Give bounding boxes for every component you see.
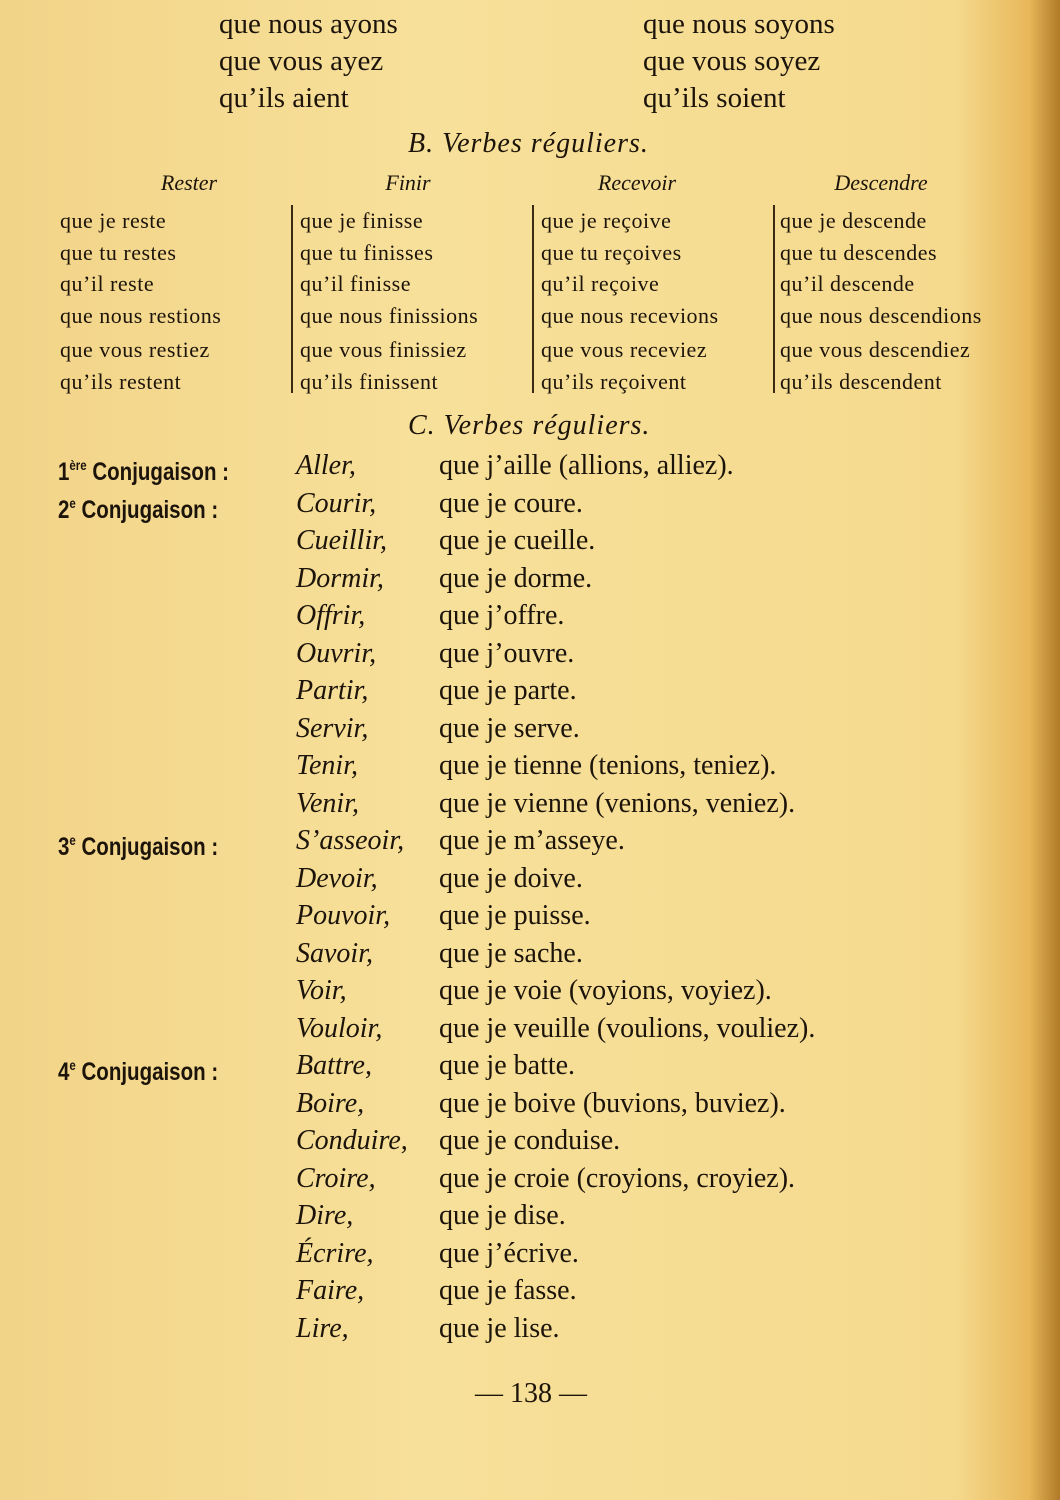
verb-infinitive: Vouloir,: [296, 1012, 383, 1044]
subjunctive-form: que je coure.: [439, 487, 583, 519]
verb-infinitive: Boire,: [296, 1087, 365, 1119]
verb-row: [0, 822, 1000, 860]
verb-infinitive: Devoir,: [296, 862, 378, 894]
verb-infinitive: Servir,: [296, 712, 369, 744]
subjunctive-form: que je puisse.: [439, 900, 591, 931]
verb-row: [0, 485, 1000, 523]
subjunctive-form: que je boive (buvions, buviez).: [439, 1087, 786, 1119]
group-label: Conjugaison :: [81, 495, 219, 524]
verb-infinitive: Offrir,: [296, 600, 366, 631]
verb-row: [0, 935, 1000, 973]
verb-row: [0, 597, 1000, 635]
conjugation-form: qu’ils descendent: [780, 368, 942, 394]
verb-row: [0, 785, 1000, 823]
column-divider: [773, 205, 775, 393]
conjugation-form: qu’ils finissent: [300, 368, 439, 394]
subjunctive-form: que je tienne (tenions, teniez).: [439, 750, 777, 781]
column-header: Recevoir: [597, 170, 677, 195]
conjugation-form: que je reçoive: [541, 208, 672, 233]
text-line: que nous ayons: [219, 8, 398, 40]
verb-infinitive: Conduire,: [296, 1125, 408, 1156]
conjugation-form: que je finisse: [300, 208, 424, 233]
group-ordinal: e: [69, 832, 76, 848]
verb-infinitive: Tenir,: [296, 750, 359, 781]
conjugation-column: [780, 205, 982, 397]
subjunctive-form: que j’écrive.: [439, 1237, 579, 1269]
subjunctive-form: que je lise.: [439, 1312, 560, 1344]
subjunctive-form: que je veuille (voulions, vouliez).: [439, 1012, 816, 1044]
verb-infinitive: Voir,: [296, 975, 347, 1006]
group-number: 2: [58, 495, 70, 524]
subjunctive-form: que je sache.: [439, 937, 583, 969]
conjugation-form: que tu restes: [60, 239, 177, 265]
conjugation-form: que je descende: [780, 208, 927, 233]
verb-row: [0, 1047, 1000, 1085]
verb-row: [0, 972, 1000, 1010]
text-line: que vous ayez: [219, 45, 384, 77]
verb-infinitive: Battre,: [296, 1050, 372, 1081]
conjugation-form: que nous descendions: [780, 302, 982, 328]
conjugation-form: qu’il finisse: [300, 271, 411, 296]
conjugation-column: [541, 205, 719, 397]
group-ordinal: e: [69, 494, 76, 511]
verb-infinitive: Courir,: [296, 487, 377, 519]
text-line: que vous soyez: [643, 45, 821, 77]
subjunctive-form: que je batte.: [439, 1050, 576, 1081]
verb-row: [0, 635, 1000, 673]
verb-infinitive: Partir,: [296, 675, 369, 706]
subjunctive-form: que je conduise.: [439, 1125, 621, 1156]
verb-infinitive: Savoir,: [296, 937, 373, 969]
group-number: 3: [58, 833, 70, 861]
verb-infinitive: Lire,: [296, 1312, 349, 1344]
subjunctive-form: que je voie (voyions, voyiez).: [439, 975, 772, 1006]
verb-row: [0, 1010, 1000, 1048]
verb-infinitive: Écrire,: [296, 1237, 374, 1269]
verb-row: [0, 1160, 1000, 1198]
verb-row: [0, 672, 1000, 710]
conjugation-form: que je reste: [60, 208, 167, 233]
conjugation-form: que tu descendes: [780, 239, 938, 265]
conjugation-form: que vous finissiez: [300, 337, 467, 362]
conjugation-form: que vous restiez: [60, 337, 210, 362]
verb-infinitive: Venir,: [296, 787, 359, 819]
subjunctive-form: que j’aille (allions, alliez).: [439, 450, 734, 481]
group-label: Conjugaison :: [81, 833, 219, 861]
verb-infinitive: Dormir,: [296, 562, 384, 594]
conjugation-form: que nous finissions: [300, 302, 479, 328]
group-number: 4: [58, 1058, 70, 1086]
group-ordinal: ère: [69, 457, 87, 473]
section-c-title: C. Verbes réguliers.: [408, 410, 651, 441]
verb-row: [0, 1272, 1000, 1310]
column-header: Descendre: [834, 170, 928, 195]
text-line: que nous soyons: [643, 8, 835, 40]
verb-row: [0, 897, 1000, 935]
conjugation-form: qu’il descende: [780, 271, 915, 296]
subjunctive-form: que je vienne (venions, veniez).: [439, 787, 796, 819]
conjugation-column: [60, 205, 221, 397]
verb-row: [0, 1085, 1000, 1123]
subjunctive-form: que je croie (croyions, croyiez).: [439, 1162, 796, 1194]
column-divider: [291, 205, 293, 393]
group-ordinal: e: [69, 1057, 76, 1073]
verb-row: [0, 1310, 1000, 1348]
subjunctive-form: que je m’asseye.: [439, 825, 625, 856]
top-right-forms: [643, 6, 835, 117]
verb-infinitive: Faire,: [296, 1275, 365, 1306]
text-line: qu’ils soient: [643, 82, 786, 114]
conjugation-column: [300, 205, 478, 397]
verb-infinitive: Ouvrir,: [296, 637, 377, 669]
section-b-title: B. Verbes réguliers.: [408, 128, 649, 159]
subjunctive-form: que je fasse.: [439, 1275, 577, 1306]
group-number: 1: [58, 458, 70, 486]
column-header: Rester: [160, 170, 218, 195]
subjunctive-form: que j’offre.: [439, 600, 565, 631]
verb-row: [0, 1235, 1000, 1273]
top-left-forms: [219, 6, 398, 117]
verb-row: [0, 710, 1000, 748]
conjugation-form: qu’il reste: [60, 271, 155, 296]
subjunctive-form: que je dise.: [439, 1200, 566, 1231]
column-header: Finir: [385, 170, 431, 195]
group-label: Conjugaison :: [81, 1058, 219, 1086]
conjugation-form: que nous recevions: [541, 302, 719, 328]
conjugation-form: qu’ils reçoivent: [541, 368, 687, 394]
verb-infinitive: Dire,: [296, 1200, 354, 1231]
conjugation-form: que vous descendiez: [780, 337, 971, 362]
subjunctive-form: que je parte.: [439, 675, 577, 706]
verb-row: [0, 560, 1000, 598]
conjugation-form: que nous restions: [60, 302, 222, 328]
subjunctive-form: que je cueille.: [439, 525, 596, 556]
verb-row: [0, 1197, 1000, 1235]
subjunctive-form: que je dorme.: [439, 562, 593, 594]
subjunctive-form: que je doive.: [439, 862, 583, 894]
verb-infinitive: Croire,: [296, 1162, 376, 1194]
conjugation-form: que tu finisses: [300, 239, 434, 265]
column-divider: [532, 205, 534, 393]
verb-row: [0, 1122, 1000, 1160]
conjugation-form: que tu reçoives: [541, 239, 682, 265]
conjugation-form: qu’ils restent: [60, 368, 182, 394]
verb-row: [0, 447, 1000, 485]
verb-row: [0, 522, 1000, 560]
group-label: Conjugaison :: [92, 458, 230, 486]
text-line: qu’ils aient: [219, 82, 349, 114]
verb-infinitive: S’asseoir,: [296, 825, 405, 856]
verb-infinitive: Aller,: [296, 450, 356, 481]
conjugation-form: que vous receviez: [541, 337, 708, 362]
subjunctive-form: que j’ouvre.: [439, 637, 575, 669]
page-number: — 138 —: [475, 1378, 587, 1409]
verb-infinitive: Cueillir,: [296, 525, 388, 556]
conjugation-form: qu’il reçoive: [541, 271, 660, 296]
subjunctive-form: que je serve.: [439, 712, 580, 744]
verb-infinitive: Pouvoir,: [296, 900, 391, 931]
verb-row: [0, 747, 1000, 785]
verb-row: [0, 860, 1000, 898]
